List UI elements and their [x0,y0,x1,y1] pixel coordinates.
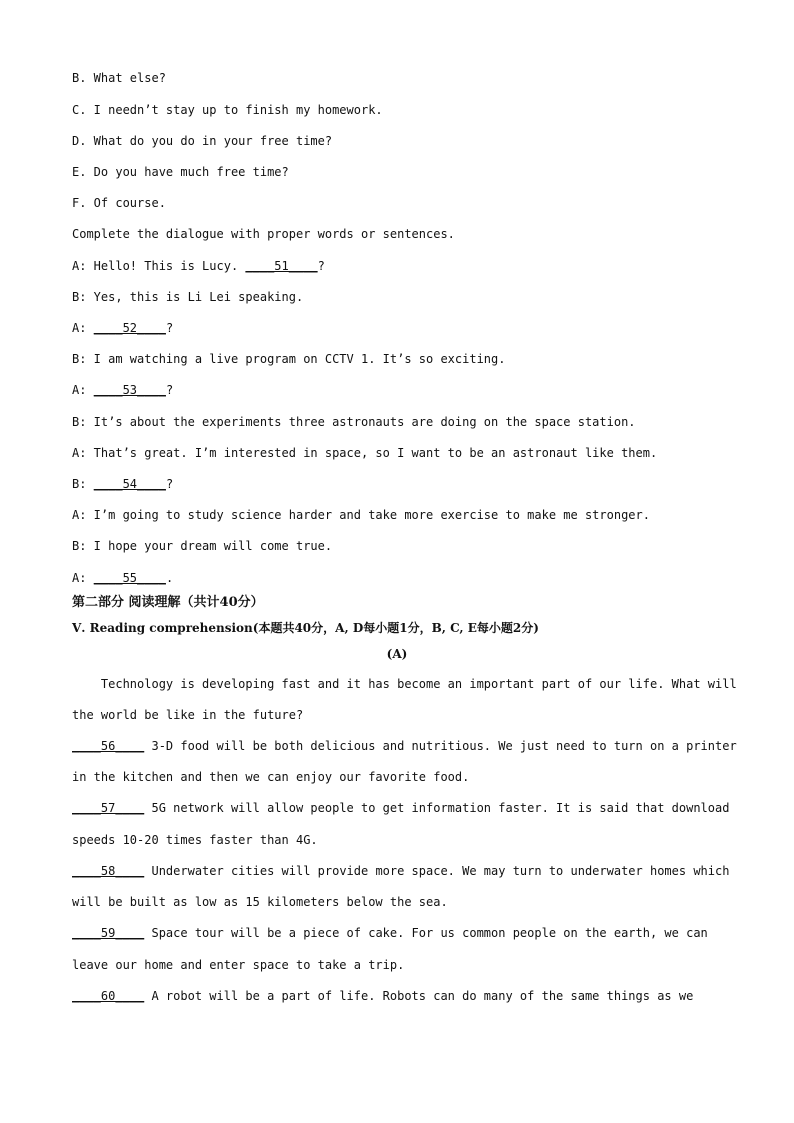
dialogue-text: B: I hope your dream will come true. [72,539,333,553]
dialogue-punct: . [165,571,174,585]
answer-blank[interactable]: ____60____ [72,989,145,1003]
dialogue-text: B: Yes, this is Li Lei speaking. [72,290,304,304]
passage-text: A robot will be a part of life. Robots can do many of the same things as we [144,989,694,1003]
part-heading: 第二部分 阅读理解（共计40分） [72,595,264,610]
answer-blank[interactable]: ____55____ [93,571,166,585]
passage-line [72,738,737,754]
answer-blank[interactable]: ____51____ [245,259,318,273]
option-b: B. What else? [72,71,166,85]
answer-blank[interactable]: ____57____ [72,801,145,815]
dialogue-punct: ? [165,321,174,335]
dialogue-line [72,445,657,461]
answer-blank[interactable]: ____56____ [72,739,145,753]
dialogue-line [72,507,650,523]
passage-label: (A) [386,647,408,661]
passage-text: 5G network will allow people to get information faster. It is said that download [144,801,730,815]
answer-blank[interactable]: ____54____ [93,477,166,491]
passage-line: in the kitchen and then we can enjoy our favorite food. [72,770,470,784]
dialogue-text: A: That’s great. I’m interested in space, so I want to be an astronaut like them. [72,446,658,460]
dialogue-text: A: [72,321,94,335]
answer-blank[interactable]: ____53____ [93,383,166,397]
option-c: C. I needn’t stay up to finish my homework. [72,103,383,117]
dialogue-text: A: Hello! This is Lucy. [72,259,246,273]
dialogue-line [72,320,173,336]
dialogue-text: A: [72,383,94,397]
dialogue-text: B: [72,477,94,491]
dialogue-punct: ? [165,477,174,491]
passage-line [72,988,693,1004]
passage-line: the world be like in the future? [72,708,304,722]
dialogue-text: B: I am watching a live program on CCTV 1. It’s so exciting. [72,352,506,366]
option-d: D. What do you do in your free time? [72,134,333,148]
dialogue-line [72,289,303,305]
passage-line [72,800,729,816]
dialogue-text: A: I’m going to study science harder and take more exercise to make me stronger. [72,508,650,522]
passage-line [72,925,708,941]
dialogue-text: B: It’s about the experiments three astronauts are doing on the space station. [72,415,636,429]
passage-text: Underwater cities will provide more space. We may turn to underwater homes which [144,864,730,878]
dialogue-line [72,476,173,492]
dialogue-line [72,570,173,586]
passage-line [72,863,729,879]
answer-blank[interactable]: ____52____ [93,321,166,335]
answer-blank[interactable]: ____58____ [72,864,145,878]
dialogue-text: A: [72,571,94,585]
passage-text: 3-D food will be both delicious and nutritious. We just need to turn on a printer [144,739,737,753]
dialogue-punct: ? [165,383,174,397]
option-e: E. Do you have much free time? [72,165,289,179]
dialogue-punct: ? [317,259,325,273]
section-heading: Ⅴ. Reading comprehension(本题共40分，A, D每小题1分，B, C, E每小题2分) [72,621,539,635]
passage-line: speeds 10-20 times faster than 4G. [72,833,318,847]
dialogue-line [72,258,325,274]
option-f: F. Of course. [72,196,166,210]
dialogue-line [72,351,505,367]
passage-line: Technology is developing fast and it has become an important part of our life. What will [72,677,737,691]
dialogue-line [72,414,636,430]
answer-blank[interactable]: ____59____ [72,926,145,940]
dialogue-line [72,382,173,398]
passage-line: will be built as low as 15 kilometers below the sea. [72,895,448,909]
dialogue-line [72,538,332,554]
passage-line: leave our home and enter space to take a trip. [72,958,405,972]
instruction: Complete the dialogue with proper words or sentences. [72,227,455,241]
passage-text: Space tour will be a piece of cake. For us common people on the earth, we can [144,926,708,940]
